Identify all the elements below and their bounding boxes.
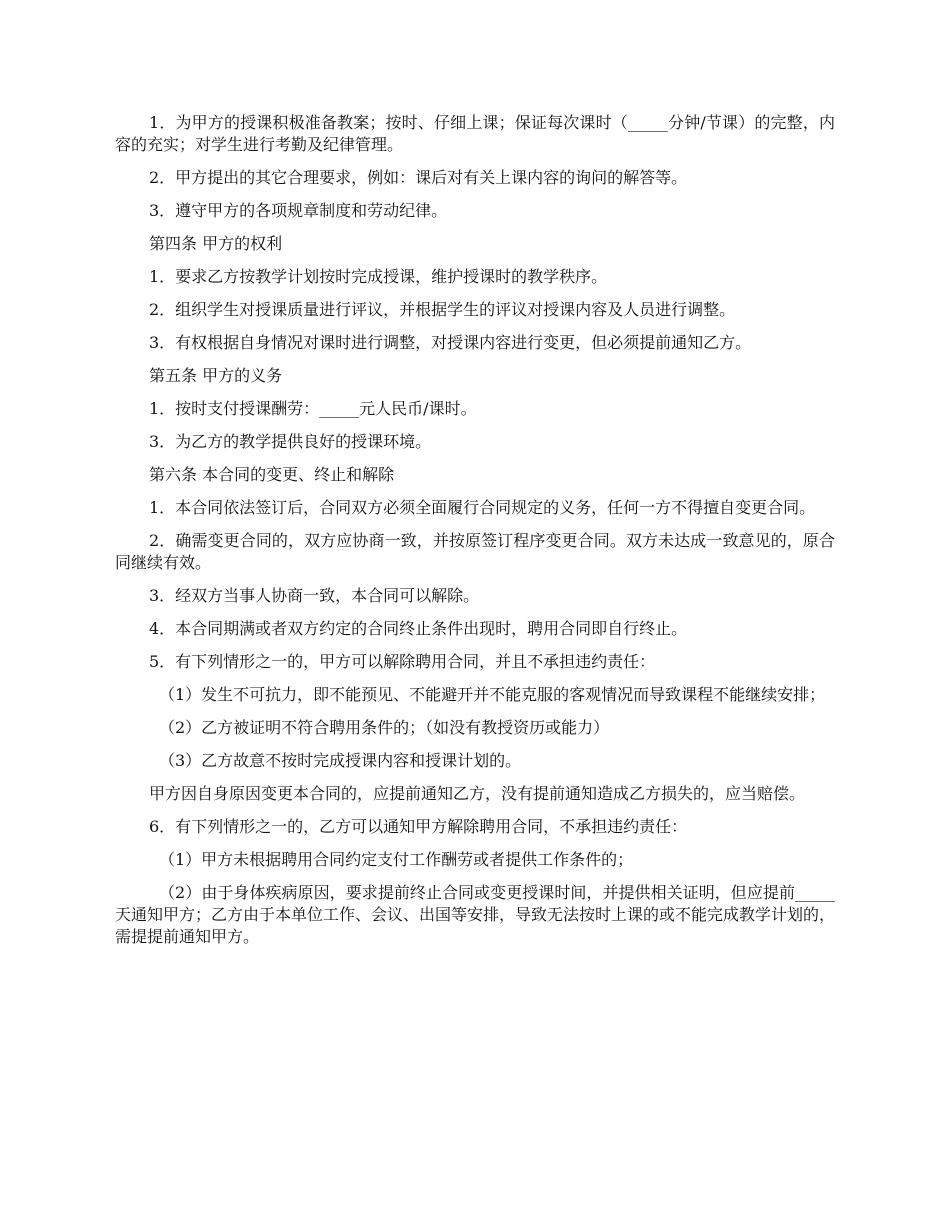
clause-3-item-1: 1．为甲方的授课积极准备教案；按时、仔细上课；保证每次课时（_____分钟/节课）的完整，内容的充实；对学生进行考勤及纪律管理。 — [115, 113, 835, 154]
article-4-item-2: 2．组织学生对授课质量进行评议，并根据学生的评议对授课内容及人员进行调整。 — [149, 300, 736, 319]
article-6-heading: 第六条 本合同的变更、终止和解除 — [149, 465, 395, 484]
article-6-item-2: 2．确需变更合同的，双方应协商一致，并按原签订程序变更合同。双方未达成一致意见的，原合同继续有效。 — [115, 531, 835, 572]
article-6-item-6-sub-1: （1）甲方未根据聘用合同约定支付工作酬劳或者提供工作条件的； — [159, 850, 634, 869]
article-5-item-1: 1．按时支付授课酬劳：_____元人民币/课时。 — [149, 399, 477, 418]
article-5-heading: 第五条 甲方的义务 — [149, 366, 283, 385]
article-6-item-5-sub-3: （3）乙方故意不按时完成授课内容和授课计划的。 — [159, 751, 522, 770]
clause-3-item-3: 3．遵守甲方的各项规章制度和劳动纪律。 — [149, 201, 448, 220]
article-5-item-3: 3．为乙方的教学提供良好的授课环境。 — [149, 432, 432, 451]
article-6-item-3: 3．经双方当事人协商一致，本合同可以解除。 — [149, 586, 480, 605]
article-6-item-6-sub-2: （2）由于身体疾病原因，要求提前终止合同或变更授课时间，并提供相关证明，但应提前_____天通知甲方；乙方由于本单位工作、会议、出国等安排，导致无法按时上课的或不能完成教学计划的，需提提前通知甲方。 — [115, 883, 836, 946]
article-6-compensation: 甲方因自身原因变更本合同的，应提前通知乙方，没有提前通知造成乙方损失的，应当赔偿。 — [149, 784, 806, 803]
article-6-item-5: 5．有下列情形之一的，甲方可以解除聘用合同，并且不承担违约责任： — [149, 652, 656, 671]
article-4-item-1: 1．要求乙方按教学计划按时完成授课，维护授课时的教学秩序。 — [149, 267, 608, 286]
article-4-heading: 第四条 甲方的权利 — [149, 234, 283, 253]
clause-3-item-2: 2．甲方提出的其它合理要求，例如：课后对有关上课内容的询问的解答等。 — [149, 168, 688, 187]
article-6-item-4: 4．本合同期满或者双方约定的合同终止条件出现时，聘用合同即自行终止。 — [149, 619, 688, 638]
article-4-item-3: 3．有权根据自身情况对课时进行调整，对授课内容进行变更，但必须提前通知乙方。 — [149, 333, 752, 352]
article-6-item-5-sub-2: （2）乙方被证明不符合聘用条件的；（如没有教授资历或能力） — [159, 718, 610, 737]
article-6-item-6: 6．有下列情形之一的，乙方可以通知甲方解除聘用合同，不承担违约责任： — [149, 817, 688, 836]
document-page — [115, 112, 835, 959]
article-6-item-5-sub-1: （1）发生不可抗力，即不能预见、不能避开并不能克服的客观情况而导致课程不能继续安排； — [159, 685, 826, 704]
article-6-item-1: 1．本合同依法签订后，合同双方必须全面履行合同规定的义务，任何一方不得擅自变更合同。 — [149, 498, 816, 517]
